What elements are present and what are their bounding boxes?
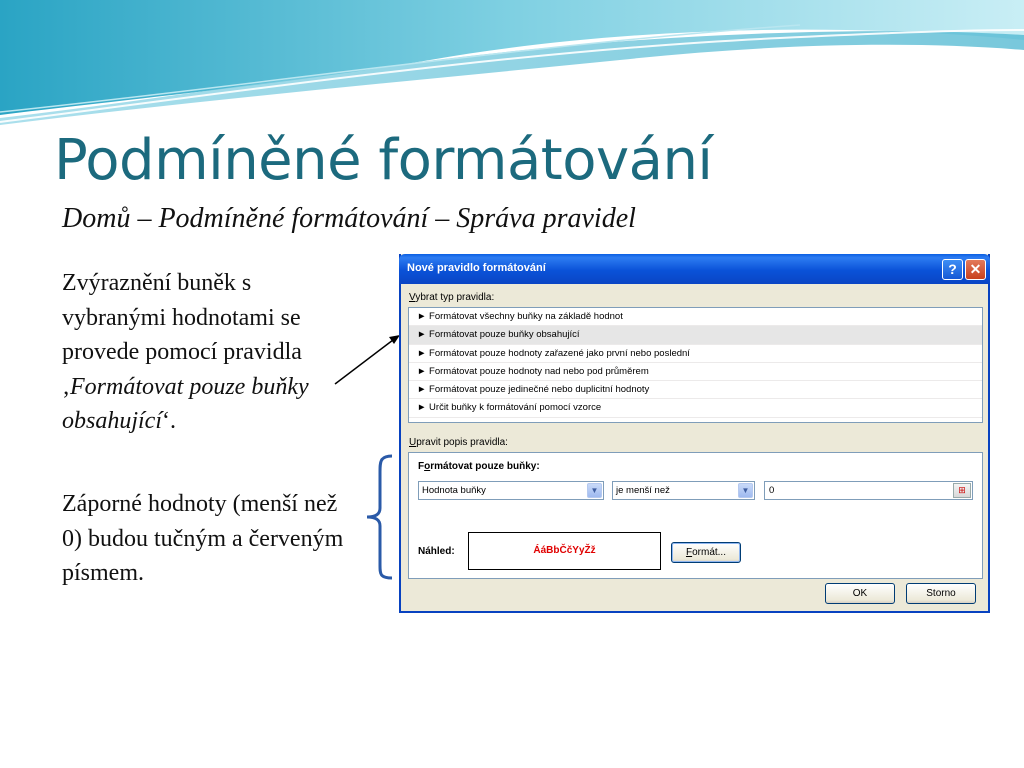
paragraph-rule-highlight: [62, 266, 352, 439]
condition-field-select[interactable]: Hodnota buňky ▼: [418, 481, 604, 500]
edit-rule-label: Upravit popis pravidla:: [409, 437, 508, 448]
decorative-wave-header: [0, 0, 1024, 130]
rule-type-item[interactable]: ► Formátovat pouze hodnoty nad nebo pod průměrem: [409, 363, 982, 381]
slide-title: Podmíněné formátování: [54, 128, 713, 193]
format-button[interactable]: Formát...: [671, 542, 741, 563]
preview-sample: ÁáBbČčYyŽž: [468, 532, 661, 570]
format-only-cells-heading: Formátovat pouze buňky:: [418, 461, 540, 472]
paragraph1-italic: Formátovat pouze buňky obsahující: [62, 373, 309, 434]
rule-description-panel: [408, 452, 983, 579]
rule-type-item-selected[interactable]: ► Formátovat pouze buňky obsahující: [409, 326, 982, 344]
chevron-down-icon[interactable]: ▼: [587, 483, 602, 498]
paragraph-negative-values: Záporné hodnoty (menší než 0) budou tučným a červeným písmem.: [62, 491, 344, 586]
new-formatting-rule-dialog: [399, 254, 990, 613]
paragraph1-text: Zvýraznění buněk s vybranými hodnotami se provede pomocí pravidla ‚: [62, 270, 302, 400]
dialog-title: Nové pravidlo formátování: [407, 262, 546, 274]
rule-type-label: Vybrat typ pravidla:: [409, 292, 495, 303]
help-button[interactable]: ?: [942, 259, 963, 280]
close-button[interactable]: ✕: [965, 259, 986, 280]
rule-type-item[interactable]: ► Určit buňky k formátování pomocí vzorce: [409, 399, 982, 417]
dialog-titlebar[interactable]: [399, 254, 990, 284]
value-input[interactable]: 0 ⊞: [764, 481, 973, 500]
rule-type-list[interactable]: [408, 307, 983, 423]
chevron-down-icon[interactable]: ▼: [738, 483, 753, 498]
ok-button[interactable]: OK: [825, 583, 895, 604]
rule-type-item[interactable]: ► Formátovat pouze hodnoty zařazené jako první nebo poslední: [409, 345, 982, 363]
paragraph1-suffix: ‘.: [162, 408, 176, 434]
rule-type-item[interactable]: ► Formátovat všechny buňky na základě hodnot: [409, 308, 982, 326]
cancel-button[interactable]: Storno: [906, 583, 976, 604]
cell-reference-icon[interactable]: ⊞: [953, 483, 971, 498]
operator-select[interactable]: je menší než ▼: [612, 481, 755, 500]
rule-type-item[interactable]: ► Formátovat pouze jedinečné nebo duplicitní hodnoty: [409, 381, 982, 399]
preview-label: Náhled:: [418, 546, 455, 557]
slide-subtitle: Domů – Podmíněné formátování – Správa pravidel: [62, 203, 636, 234]
